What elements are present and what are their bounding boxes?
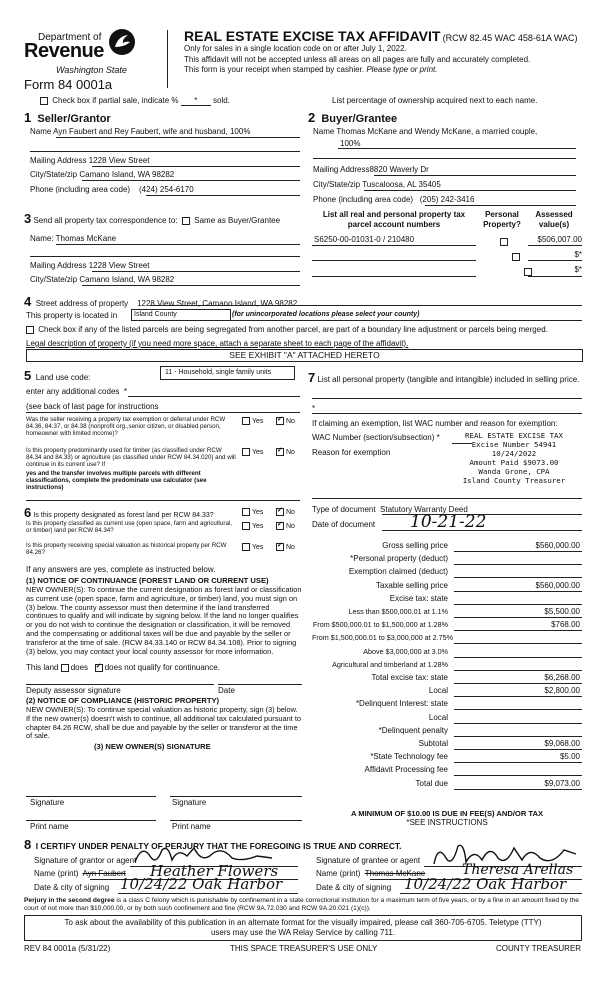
wac-row: WAC Number (section/subsection) * — [312, 433, 440, 442]
tax-row-label: From $1,500,000.01 to $3,000,000 at 2.75% — [312, 633, 454, 643]
revenue-logo-text: Revenue — [24, 40, 104, 62]
tax-row-line — [454, 723, 582, 724]
seller-name[interactable]: Ayn Faubert and Rey Faubert, wife and husband, 100% — [53, 127, 251, 136]
buyer-name-rule2 — [313, 158, 576, 159]
buyer-phone-line — [425, 205, 576, 206]
forest-question: 6 Is this property designated as forest land per RCW 84.33? — [24, 505, 214, 520]
historic-yes[interactable]: Yes — [242, 543, 263, 551]
tax-row-label: Excise tax: state — [389, 593, 448, 603]
additional-codes-row: enter any additional codes * — [26, 387, 127, 396]
tax-row-label: Affidavit Processing fee — [364, 765, 448, 775]
does-not-checkbox[interactable] — [95, 664, 103, 672]
assessed-col-header: Assessed value(s) — [535, 210, 573, 229]
alt-format-box: To ask about the availability of this publication in an alternate format for the visually impaired, please call 360-705-6705. Teletype (TTY) users may use the WA Relay Service by calling 711. — [24, 915, 582, 941]
grantee-printed-name[interactable]: Thomas McKane — [364, 869, 426, 878]
tax-row-label: *Delinquent penalty — [378, 725, 448, 735]
if-yes-note: If any answers are yes, complete as instructed below. — [26, 565, 216, 574]
exemption-no[interactable]: ✓ No — [276, 417, 295, 425]
deputy-sig-label: Deputy assessor signature — [26, 686, 121, 695]
corr-name-row: Name: Thomas McKane — [30, 234, 117, 243]
tax-row-value[interactable]: $5,500.00 — [544, 607, 580, 616]
buyer-phone[interactable]: (205) 242-3416 — [419, 195, 475, 204]
section5-bottom-line — [26, 500, 300, 501]
historic-question: Is this property receiving special valuation as historical property per RCW 84.26? — [26, 542, 227, 557]
tax-row-label: Agricultural and timberland at 1.28% — [332, 659, 448, 669]
tax-row-line — [454, 789, 582, 790]
buyer-city[interactable]: Tuscaloosa, AL 35405 — [362, 180, 441, 189]
owner-sig-line-1 — [26, 796, 156, 797]
seller-phone[interactable]: (424) 254-6170 — [138, 185, 194, 194]
personal-property-value[interactable]: * — [312, 404, 316, 413]
notice3-title: (3) NEW OWNER(S) SIGNATURE — [94, 742, 211, 751]
land-use-row: 5 Land use code: — [24, 368, 91, 383]
partial-sale-row: Check box if partial sale, indicate % * sold. — [40, 96, 230, 106]
grantee-name-row: Name (print) Thomas McKane — [316, 869, 426, 878]
corr-city[interactable]: Camano Island, WA 98282 — [79, 275, 175, 284]
seller-name-row: Name Ayn Faubert and Rey Faubert, wife and husband, 100% — [30, 127, 251, 136]
deputy-sig-line — [26, 684, 214, 685]
tax-row-line — [454, 591, 582, 592]
tax-row-label: Gross selling price — [382, 541, 448, 550]
grantee-sig-label: Signature of grantee or agent — [316, 856, 421, 865]
buyer-address[interactable]: 8820 Waverly Dr — [369, 165, 429, 174]
tax-row-line — [454, 762, 582, 763]
state-label: Washington State — [56, 65, 127, 75]
buyer-city-row: City/State/zip Tuscaloosa, AL 35405 — [313, 180, 441, 189]
seller-addr-row: Mailing Address 1228 View Street — [30, 156, 150, 165]
buyer-name-line2[interactable]: 100% — [340, 139, 361, 148]
assessed-value-2[interactable]: $* — [574, 250, 582, 259]
doc-type-row: Type of document Statutory Warranty Deed — [312, 505, 468, 514]
footer-rev: REV 84 0001a (5/31/22) — [24, 944, 111, 953]
buyer-addr-line — [374, 175, 576, 176]
grantee-agent-name[interactable]: Theresa Arellas — [462, 862, 574, 878]
personal-line-2 — [312, 413, 582, 414]
tax-row-line — [454, 709, 582, 710]
tax-row-line — [454, 564, 582, 565]
tax-row-label: From $500,000.01 to $1,500,000 at 1.28% — [312, 620, 448, 630]
treasurer-stamp: REAL ESTATE EXCISE TAX Excise Number 54941 10/24/2022 Amount Paid $9073.00 Wanda Grone, CPA Island County Treasurer — [462, 431, 566, 485]
tax-row-label: *Personal property (deduct) — [350, 554, 448, 564]
tax-row-line — [454, 775, 582, 776]
timber-question: Is this property predominantly used for timber (as classified under RCW 84.34 and 84.33) or agriculture (as classified under RCW 84.34.020) and will continue in its current use? If — [26, 447, 236, 469]
grantee-date-city[interactable]: 10/24/22 Oak Harbor — [404, 875, 567, 893]
tax-row-value[interactable]: $560,000.00 — [535, 541, 580, 550]
tax-row-value[interactable]: $9,073.00 — [544, 778, 580, 788]
grantor-date-city[interactable]: 10/24/22 Oak Harbor — [120, 875, 283, 893]
segregate-row: Check box if any of the listed parcels are being segregated from another parcel, are part of a boundary line adjustment or parcels being merged. — [26, 325, 548, 334]
notice2-title: (2) NOTICE OF COMPLIANCE (HISTORIC PROPERTY) — [26, 696, 220, 705]
street-address-row: 4 Street address of property 1228 View Street, Camano Island, WA 98282 — [24, 294, 298, 309]
value-line-2 — [528, 260, 582, 261]
doc-date-label: Date of document — [312, 520, 376, 529]
tax-row-line — [454, 657, 582, 658]
parcel-line-2 — [312, 260, 476, 261]
partial-sale-checkbox[interactable] — [40, 97, 48, 105]
footer-space: THIS SPACE TREASURER'S USE ONLY — [230, 944, 378, 953]
seller-city[interactable]: Camano Island, WA 98282 — [79, 170, 175, 179]
header-line1: Only for sales in a single location code on or after July 1, 2022. — [184, 44, 407, 53]
personal-property-label: 7 List all personal property (tangible and intangible) included in selling price. — [308, 370, 580, 385]
county-select[interactable]: Island County — [131, 309, 231, 321]
unincorporated-note: (for unincorporated locations please select your county) — [232, 311, 420, 318]
legal-desc-label: Legal description of property (if you need more space, attach a separate sheet to each page of the affidavit). — [26, 339, 409, 348]
current-use-yes[interactable]: Yes — [242, 522, 263, 530]
tax-row-line — [454, 683, 582, 684]
tax-row-value[interactable]: $9,068.00 — [544, 739, 580, 748]
assessed-value-3[interactable]: $* — [574, 265, 582, 274]
see-instructions: *SEE INSTRUCTIONS — [406, 818, 488, 827]
exemption-question: Was the seller receiving a property tax exemption or deferral under RCW 84.36, 84.37, or 84.38 (nonprofit org.,senior citizen, or disabled person, homeowner with limited income)? — [26, 416, 226, 438]
tax-row-value[interactable]: $768.00 — [551, 620, 580, 630]
grantee-date-line — [400, 893, 582, 894]
seller-address[interactable]: 1228 View Street — [88, 156, 150, 165]
tax-row-line — [454, 643, 582, 644]
doc-type[interactable]: Statutory Warranty Deed — [380, 505, 468, 514]
continuance-row: This land does ✓ does not qualify for continuance. — [26, 663, 220, 672]
land-use-select[interactable]: 11 - Household, single family units — [160, 366, 295, 380]
see-back-note: (see back of last page for instructions — [26, 402, 159, 411]
does-checkbox[interactable] — [61, 664, 69, 672]
seller-name-line — [56, 137, 300, 138]
tax-row-label: Exemption claimed (deduct) — [348, 567, 448, 577]
timber-question-bold: yes and the transfer involves multiple parcels with different classifications, complete the predominate use calculator (see instructions) — [26, 470, 207, 492]
perjury-notice: Perjury in the second degree is a class C felony which is punishable by confinement in a state correctional institution for a maximum term of five years, or by a fine in an amount fixed by the court of not more than $10,000.00, or by both such confinement and fine (RCW 9A.72.030 and RCW 9A.20.021 (1)(c)). — [24, 897, 579, 912]
grantor-sig-label: Signature of grantor or agent — [34, 856, 137, 865]
current-use-question: Is this property classified as current use (open space, farm and agricultural, or timber) land per RCW 84.34? — [26, 520, 233, 535]
tax-row-label: *Delinquent Interest: state — [355, 699, 448, 709]
tax-row-value[interactable]: $2,800.00 — [544, 686, 580, 696]
tax-row-label: *State Technology fee — [370, 752, 448, 762]
header-line3: This form is your receipt when stamped by cashier. Please type or print. — [184, 65, 438, 74]
minimum-note: A MINIMUM OF $10.00 IS DUE IN FEE(S) AND/OR TAX — [350, 809, 544, 818]
buyer-name-rule — [338, 148, 576, 149]
corr-city-row: City/State/zip Camano Island, WA 98282 — [30, 275, 175, 284]
tax-row-line — [454, 577, 582, 578]
seller-name-line2 — [30, 151, 300, 152]
parcel-line-3 — [312, 276, 476, 277]
buyer-name-row: Name Thomas McKane and Wendy McKane, a married couple, — [313, 127, 538, 136]
tax-row-line — [454, 617, 582, 618]
timber-no[interactable]: ✓ No — [276, 448, 295, 456]
corr-city-line — [82, 285, 300, 286]
buyer-phone-row: Phone (including area code) (205) 242-3416 — [313, 195, 475, 204]
deputy-date-line — [218, 684, 302, 685]
footer-treasurer: COUNTY TREASURER — [496, 944, 582, 953]
located-label: This property is located in — [26, 311, 118, 320]
grantor-date-label: Date & city of signing — [34, 883, 110, 892]
tax-row-label: Above $3,000,000 at 3.0% — [363, 646, 448, 656]
tax-row-label: Taxable selling price — [375, 580, 448, 590]
reason-label: Reason for exemption — [312, 448, 391, 457]
corr-addr-line — [92, 271, 300, 272]
value-line-1 — [528, 245, 582, 246]
grantor-printed-name[interactable]: Ayn Faubert — [82, 869, 126, 878]
corr-name-line2 — [30, 256, 300, 257]
parcel-number-1[interactable]: S6250-00-01031-0 / 210480 — [314, 235, 415, 244]
corr-name[interactable]: Thomas McKane — [55, 234, 117, 243]
header-divider — [167, 30, 168, 88]
corr-address[interactable]: 1228 View Street — [88, 261, 150, 270]
percent-note: List percentage of ownership acquired next to each name. — [332, 96, 538, 105]
seller-addr-line — [92, 166, 300, 167]
buyer-name[interactable]: Thomas McKane and Wendy McKane, a married couple, — [336, 127, 538, 136]
tax-row-line — [454, 604, 582, 605]
seller-city-row: City/State/zip Camano Island, WA 98282 — [30, 170, 175, 179]
notice1-body: NEW OWNER(S): To continue the current designation as forest land or classification as current use (open space, farm and agriculture, or timber) land, you must sign on (3) below. The county assessor must then determine if the land transferred continues to qualify and will indicate by signing below. If the land no longer qualifies or you do not wish to continue the designation or classification, it will be removed and the compensating or additional taxes will be due and payable by the seller or transferor at the time of sale. (RCW 84.33.140 or RCW 84.34.108). Prior to signing (3) below, you may contact your local county assessor for more information. — [26, 585, 302, 656]
tax-row-value[interactable]: $560,000.00 — [535, 580, 580, 590]
tax-row-value[interactable]: $6,268.00 — [544, 673, 580, 682]
parcel-line-1 — [312, 245, 476, 246]
tax-row-value[interactable]: $5.00 — [559, 752, 580, 762]
seller-heading: 1 Seller/Grantor — [24, 110, 111, 125]
deputy-date-label: Date — [218, 686, 235, 695]
corr-addr-row: Mailing Address 1228 View Street — [30, 261, 150, 270]
tax-row-line — [454, 670, 582, 671]
unincorp-line — [230, 320, 582, 321]
personal-property-checkbox-1[interactable] — [500, 238, 508, 246]
exemption-yes[interactable]: Yes — [242, 417, 263, 425]
owner-sig-line-2 — [170, 796, 302, 797]
notice1-title: (1) NOTICE OF CONTINUANCE (FOREST LAND OR CURRENT USE) — [26, 576, 269, 585]
corr-name-line — [56, 244, 300, 245]
form-number: Form 84 0001a — [24, 77, 113, 92]
tax-row-label: Local — [428, 686, 448, 696]
tax-row-line — [454, 736, 582, 737]
wac-number[interactable]: * — [436, 433, 440, 442]
tax-row-line — [454, 696, 582, 697]
notice2-body: NEW OWNER(S): To continue special valuation as historic property, sign (3) below. If the new owner(s) doesn't wish to continue, all additional tax calculated pursuant to chapter 84.26 RCW, shall be due and payable by the seller or transferor at the time of sale. — [26, 705, 302, 741]
tax-row-line — [454, 551, 582, 552]
buyer-heading: 2 Buyer/Grantee — [308, 110, 398, 125]
additional-codes[interactable]: * — [123, 387, 127, 396]
certify-statement: 8 I CERTIFY UNDER PENALTY OF PERJURY THAT THE FOREGOING IS TRUE AND CORRECT. — [24, 837, 402, 852]
segregate-checkbox[interactable] — [26, 326, 34, 334]
timber-yes[interactable]: Yes — [242, 448, 263, 456]
tax-row-label: Total due — [415, 778, 448, 788]
personal-col-header: Personal Property? — [483, 210, 521, 229]
grantor-agent-name[interactable]: Heather Flowers — [150, 862, 279, 880]
correspondence-row: 3 Send all property tax correspondence to: Same as Buyer/Grantee — [24, 211, 281, 226]
tax-row-label: Less than $500,000.01 at 1.1% — [348, 607, 448, 616]
same-as-buyer-checkbox[interactable] — [182, 217, 190, 225]
parcel-col-header: List all real and personal property tax parcel account numbers — [322, 210, 466, 229]
forest-no[interactable]: ✓ No — [276, 508, 295, 516]
form-title: REAL ESTATE EXCISE TAX AFFIDAVIT (RCW 82.45 WAC 458-61A WAC) — [184, 28, 578, 44]
forest-yes[interactable]: Yes — [242, 508, 263, 516]
value-line-3 — [528, 276, 582, 277]
owner-print-line-2 — [170, 820, 302, 821]
section7-bottom-line — [312, 498, 582, 499]
exempt-label: If claiming an exemption, list WAC number and reason for exemption: — [312, 419, 558, 428]
additional-codes-line — [128, 396, 300, 397]
dept-label: Department of — [38, 32, 102, 43]
tax-row-label: Subtotal — [418, 739, 448, 748]
owner-print-label-1: Print name — [30, 822, 69, 831]
buyer-addr-row: Mailing Address8820 Waverly Dr — [313, 165, 429, 174]
see-back-line — [26, 412, 300, 413]
legal-desc-field[interactable]: SEE EXHIBIT "A" ATTACHED HERETO — [26, 349, 583, 362]
tax-row-label: Total excise tax: state — [371, 673, 448, 682]
tax-row-label: Local — [428, 712, 448, 722]
seller-city-line — [82, 180, 300, 181]
historic-no[interactable]: ✓ No — [276, 543, 295, 551]
property-address[interactable]: 1228 View Street, Camano Island, WA 98282 — [137, 299, 298, 308]
tax-row-line — [454, 749, 582, 750]
owner-print-line-1 — [26, 820, 156, 821]
buyer-city-line — [364, 190, 576, 191]
owner-sig-label-2: Signature — [172, 798, 207, 807]
dor-logo-icon — [108, 28, 136, 56]
partial-percent[interactable]: * — [181, 96, 211, 106]
owner-print-label-2: Print name — [172, 822, 211, 831]
header-line2: This affidavit will not be accepted unless all areas on all pages are fully and accurately completed. — [184, 55, 531, 64]
grantor-name-row: Name (print) Ayn Faubert — [34, 869, 126, 878]
tax-row-line — [454, 630, 582, 631]
doc-date[interactable]: 10-21-22 — [410, 512, 487, 532]
grantor-date-line — [118, 893, 298, 894]
current-use-no[interactable]: ✓ No — [276, 522, 295, 530]
street-address-line — [150, 305, 582, 306]
grantee-date-label: Date & city of signing — [316, 883, 392, 892]
personal-line-1 — [312, 398, 582, 399]
doc-date-line — [382, 530, 582, 531]
seller-phone-row: Phone (including area code) (424) 254-6170 — [30, 185, 194, 194]
seller-phone-line — [146, 195, 300, 196]
assessed-value-1[interactable]: $506,007.00 — [537, 235, 582, 244]
owner-sig-label-1: Signature — [30, 798, 65, 807]
